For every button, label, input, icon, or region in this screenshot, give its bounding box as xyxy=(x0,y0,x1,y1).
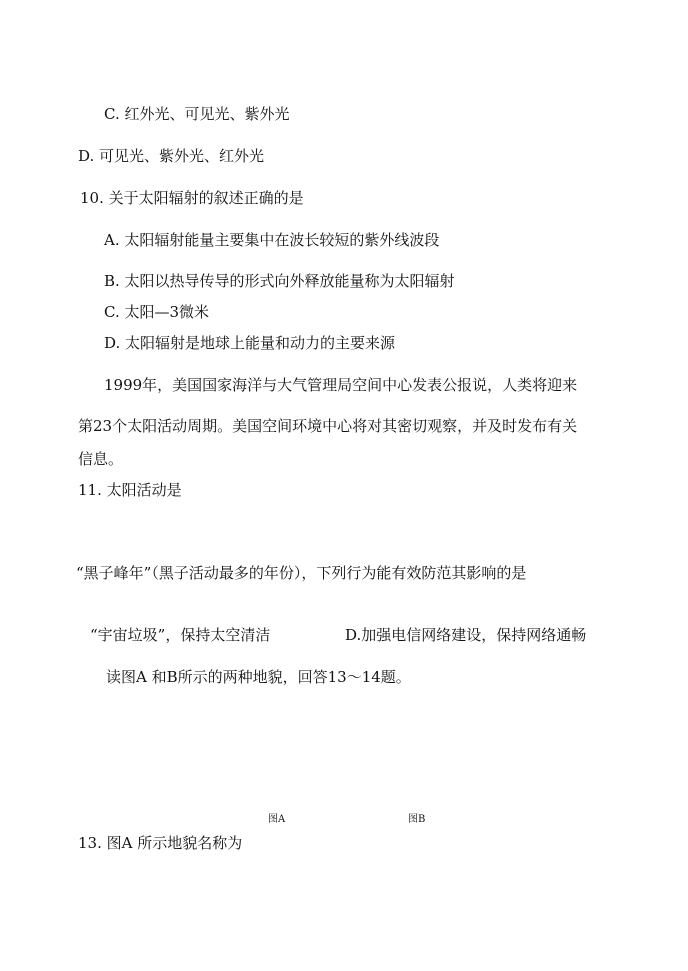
question-12-stem: “黑子峰年”（黑子活动最多的年份），下列行为能有效防范其影响的是 xyxy=(76,564,527,582)
figure-b-caption: 图B xyxy=(408,814,426,825)
question-13: 13. 图A 所示地貌名称为 xyxy=(78,834,243,852)
passage-line-3: 信息。 xyxy=(78,450,124,468)
option-12c: “宇宙垃圾”，保持太空清洁 xyxy=(90,626,271,644)
question-11: 11. 太阳活动是 xyxy=(78,481,182,499)
question-10: 10. 关于太阳辐射的叙述正确的是 xyxy=(80,189,304,207)
option-10d: D. 太阳辐射是地球上能量和动力的主要来源 xyxy=(104,334,396,352)
option-10c: C. 太阳—3微米 xyxy=(104,303,210,321)
passage-line-2: 第23个太阳活动周期。美国空间环境中心将对其密切观察，并及时发布有关 xyxy=(78,417,578,435)
option-10b: B. 太阳以热导传导的形式向外释放能量称为太阳辐射 xyxy=(104,272,455,290)
option-9d: D. 可见光、紫外光、红外光 xyxy=(78,147,265,165)
option-12d: D.加强电信网络建设，保持网络通畅 xyxy=(345,626,587,644)
option-9c: C. 红外光、可见光、紫外光 xyxy=(104,105,290,123)
reading-instruction: 读图A 和B所示的两种地貌，回答13～14题。 xyxy=(106,668,411,686)
option-10a: A. 太阳辐射能量主要集中在波长较短的紫外线波段 xyxy=(104,231,440,249)
figure-a-caption: 图A xyxy=(268,814,286,825)
passage-line-1: 1999年，美国国家海洋与大气管理局空间中心发表公报说，人类将迎来 xyxy=(104,376,578,394)
